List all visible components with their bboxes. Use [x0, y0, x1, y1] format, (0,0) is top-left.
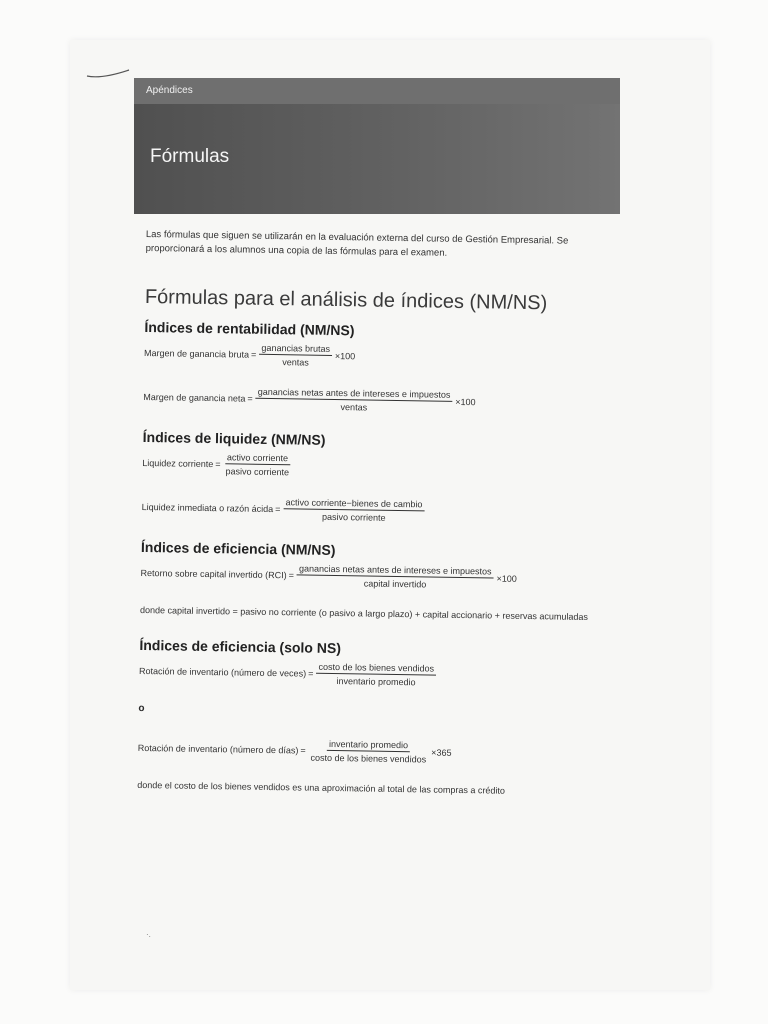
stock-turnover-days-formula: Rotación de inventario (número de días) = $\frac{\text{inventario promedio}}{\text{costo de los bienes vendidos}}$ ×365	[137, 738, 452, 765]
stock-turnover-times-formula: Rotación de inventario (número de veces) = $\frac{\text{costo de los bienes vendidos}}{\text{inventario promedio}}$	[138, 661, 435, 688]
gross-margin-formula: Margen de ganancia bruta = $\frac{\text{ganancias brutas}}{\text{ventas}}$ ×100	[143, 342, 356, 368]
multiplier: ×365	[431, 747, 452, 758]
fraction	[259, 343, 332, 368]
fraction	[316, 662, 436, 688]
net-margin-formula: Margen de ganancia neta = $\frac{\text{ganancias netas antes de intereses e impuestos}}{\text{ventas}}$ ×100	[143, 386, 476, 413]
formula-name: Margen de ganancia bruta	[143, 347, 250, 360]
document-body	[137, 228, 626, 819]
numerator: activo corriente	[225, 452, 290, 465]
formula-name: Margen de ganancia neta	[143, 391, 246, 404]
stray-mark: ·.	[146, 930, 151, 939]
numerator: ganancias brutas	[259, 343, 332, 356]
denominator: ventas	[282, 357, 309, 368]
numerator: inventario promedio	[327, 739, 410, 752]
formula-name: Rotación de inventario (número de días)	[137, 742, 299, 756]
main-title: Fórmulas para el análisis de índices (NM/NS)	[144, 285, 548, 315]
pen-mark	[86, 66, 130, 80]
fraction	[223, 452, 291, 477]
fraction	[255, 387, 452, 414]
fraction	[308, 739, 428, 765]
efficiency-heading: Índices de eficiencia (NM/NS)	[140, 538, 336, 559]
denominator: costo de los bienes vendidos	[310, 752, 427, 765]
efficiency-hl-heading: Índices de eficiencia (solo NS)	[139, 636, 342, 657]
acid-test-formula: Liquidez inmediata o razón ácida = $\frac{\text{activo corriente−bienes de cambio}}{\text{pasivo corriente}}$	[141, 497, 423, 523]
multiplier: ×100	[496, 573, 517, 584]
denominator: inventario promedio	[336, 676, 416, 688]
or-separator: o	[138, 702, 145, 715]
cogs-note: donde el costo de los bienes vendidos es una aproximación al total de las compras a crédito	[137, 779, 506, 796]
capital-employed-note: donde capital invertido = pasivo no corriente (o pasivo a largo plazo) + capital accionario + reservas acumuladas	[139, 604, 589, 622]
liquidity-heading: Índices de liquidez (NM/NS)	[142, 428, 326, 448]
multiplier: ×100	[455, 396, 476, 408]
formula-name: Rotación de inventario (número de veces)	[138, 665, 307, 679]
fraction	[283, 497, 424, 523]
appendix-banner	[134, 78, 620, 214]
multiplier: ×100	[334, 350, 356, 362]
denominator: capital invertido	[363, 578, 427, 590]
current-ratio-formula: Liquidez corriente = $\frac{\text{activo corriente}}{\text{pasivo corriente}}$	[142, 451, 622, 483]
page-title: Fórmulas	[134, 104, 620, 214]
numerator: ganancias netas antes de intereses e impuestos	[297, 563, 494, 578]
numerator: ganancias netas antes de intereses e impuestos	[256, 387, 453, 402]
roce-formula: Retorno sobre capital invertido (RCI) = $\frac{\text{ganancias netas antes de intereses e impuestos}}{\text{capital invertido}}$ ×100	[140, 563, 517, 590]
denominator: ventas	[340, 402, 368, 413]
formula-name: Retorno sobre capital invertido (RCI)	[140, 567, 287, 581]
formula-name: Liquidez corriente	[142, 457, 214, 470]
denominator: pasivo corriente	[321, 511, 386, 523]
numerator: costo de los bienes vendidos	[316, 662, 436, 676]
numerator: activo corriente−bienes de cambio	[283, 497, 424, 511]
banner-section-label: Apéndices	[134, 78, 620, 104]
intro-paragraph: Las fórmulas que siguen se utilizarán en la evaluación externa del curso de Gestión Empresarial. Se proporcionará a los alumnos una copia de las fórmulas para el examen.	[145, 228, 569, 259]
formula-name: Liquidez inmediata o razón ácida	[141, 501, 274, 515]
fraction	[297, 563, 494, 590]
profitability-heading: Índices de rentabilidad (NM/NS)	[144, 318, 355, 339]
denominator: pasivo corriente	[225, 466, 290, 478]
